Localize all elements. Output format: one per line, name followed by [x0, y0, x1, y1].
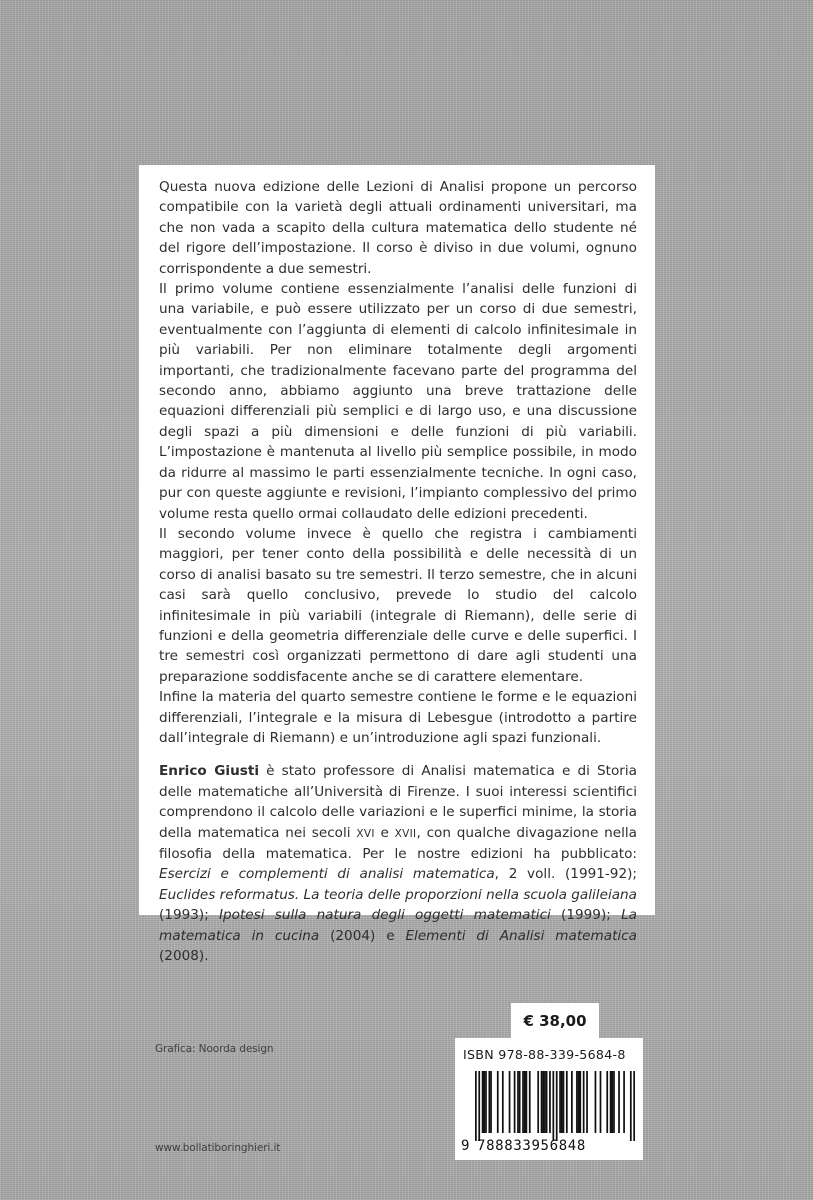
book-title-1: Esercizi e complementi di analisi matematica [159, 866, 495, 883]
barcode-bar [600, 1071, 602, 1133]
book-title-3: Ipotesi sulla natura degli oggetti matematici [219, 907, 551, 924]
blurb-paragraph-2: Il primo volume contiene essenzialmente l’analisi delle funzioni di una variabile, e può essere utilizzato per un corso di due semestri, eventualmente con l’aggiunta di elementi di calcolo infinitesimale in più variabili. Per non eliminare totalmente degli argomenti importanti, che tradizionalmente facevano parte del programma del secondo anno, abbiamo aggiunto una breve trattazione delle equazioni differenziali più semplici e di largo uso, e una discussione degli spazi a più dimensioni e delle funzioni di più variabili. L’impostazione è mantenuta al livello più semplice possibile, in modo da ridurre al massimo le parti essenzialmente tecniche. In ogni caso, pur con queste aggiunte e revisioni, l’impianto complessivo del primo volume resta quello ormai collaudato delle edizioni precedenti. [159, 281, 637, 522]
barcode-bar [611, 1071, 613, 1133]
bio-text-2: , con qualche divagazione nella filosofia della matematica. Per le nostre edizioni ha pubblicato: [159, 824, 637, 862]
barcode-bar [482, 1071, 484, 1133]
bio-text-1: è stato professore di Analisi matematica e di Storia delle matematiche all’Università di Firenze. I suoi interessi scientifici comprendono il calcolo delle variazioni e le superfici minime, la storia della matematica nei secoli [159, 763, 637, 841]
barcode-bar [544, 1071, 546, 1133]
book-note-5: (2008). [159, 948, 209, 965]
book-note-2: (1993); [159, 907, 220, 924]
barcode-bar [502, 1071, 504, 1133]
barcode-bar [514, 1071, 516, 1133]
barcode-bar [559, 1071, 561, 1133]
barcode-bar [566, 1071, 568, 1133]
barcode-bar [606, 1071, 608, 1133]
book-title-4: La matematica in cucina [159, 907, 637, 944]
description-panel [139, 165, 655, 965]
barcode-bar [623, 1071, 625, 1133]
barcode-bar [542, 1071, 544, 1133]
blurb-paragraph-1: Questa nuova edizione delle Lezioni di Analisi propone un percorso compatibile con la varietà degli attuali ordinamenti universitari, ma che non vada a scapito della cultura matematica dello studente né del rigore dell’impostazione. Il corso è diviso in due volumi, ognuno corrispondente a due semestri. [159, 179, 637, 277]
author-bio [159, 761, 637, 966]
barcode-bar [578, 1071, 580, 1133]
barcode-bar [478, 1071, 480, 1141]
barcode-bar [633, 1071, 635, 1141]
barcode-bar [529, 1071, 531, 1133]
barcode-bar [488, 1071, 490, 1133]
barcode-bar [586, 1071, 588, 1133]
barcode-bar [561, 1071, 563, 1133]
book-note-1: , 2 voll. (1991-92); [494, 866, 637, 883]
barcode-bar [497, 1071, 499, 1133]
barcode-bar [519, 1071, 521, 1133]
barcode-bar [610, 1071, 612, 1133]
barcode-bar [563, 1071, 565, 1133]
barcode-bar [522, 1071, 524, 1133]
barcode-bar [517, 1071, 519, 1133]
barcode-bar [579, 1071, 581, 1133]
barcode-bar [541, 1071, 543, 1133]
century-16: XVI [356, 827, 375, 840]
design-credit: Grafica: Noorda design [155, 1043, 274, 1055]
barcode-bar [524, 1071, 526, 1133]
barcode-bar [583, 1071, 585, 1133]
barcode-bar [595, 1071, 597, 1133]
barcode-bar [630, 1071, 632, 1141]
bio-text-and: e [374, 824, 395, 841]
publisher-website: www.bollatiboringhieri.it [155, 1142, 281, 1154]
barcode-bar [571, 1071, 573, 1133]
barcode-bar [618, 1071, 620, 1133]
barcode-bar [483, 1071, 485, 1133]
century-17: XVII [394, 827, 417, 840]
ean-first-digit: 9 [461, 1138, 470, 1154]
barcode-bar [509, 1071, 511, 1133]
barcode-bar [537, 1071, 539, 1133]
author-name: Enrico Giusti [159, 763, 260, 780]
barcode-bar [526, 1071, 528, 1133]
barcode-bar [490, 1071, 492, 1133]
book-note-3: (1999); [550, 907, 622, 924]
blurb-paragraph-4: Infine la materia del quarto semestre contiene le forme e le equazioni differenziali, l’integrale e la misura di Lebesgue (introdotto a partire dall’integrale di Riemann) e un’introduzione agli spazi funzionali. [159, 689, 637, 746]
barcode-bar [546, 1071, 548, 1133]
barcode-bar [556, 1071, 558, 1141]
barcode-bar [549, 1071, 551, 1133]
book-title-5: Elementi di Analisi matematica [405, 927, 637, 944]
barcode-bar [576, 1071, 578, 1133]
barcode-bar [485, 1071, 487, 1133]
barcode-bar [613, 1071, 615, 1133]
book-note-4: (2004) e [319, 927, 406, 944]
blurb-paragraph-3: Il secondo volume invece è quello che registra i cambiamenti maggiori, per tener conto della possibilità e delle necessità di un corso di analisi basato su tre semestri. Il terzo semestre, che in alcuni casi sarà quello conclusivo, prevede lo studio del calcolo infinitesimale in più variabili (integrale di Riemann), delle serie di funzioni e della geometria differenziale delle curve e delle superfici. I tre semestri così organizzati permettono di dare agli studenti una preparazione soddisfacente anche se di carattere elementare. [159, 525, 637, 685]
barcode-box [455, 1038, 643, 1160]
book-title-2: Euclides reformatus. La teoria delle proporzioni nella scuola galileiana [159, 886, 637, 903]
isbn-label: ISBN 978-88-339-5684-8 [463, 1047, 626, 1062]
barcode-bar [475, 1071, 477, 1141]
barcode-bar [552, 1071, 554, 1141]
ean-barcode [475, 1071, 635, 1147]
ean-digits: 788833956848 [477, 1138, 586, 1154]
price-tag [511, 1003, 599, 1038]
price-label: € 38,00 [523, 1011, 587, 1030]
